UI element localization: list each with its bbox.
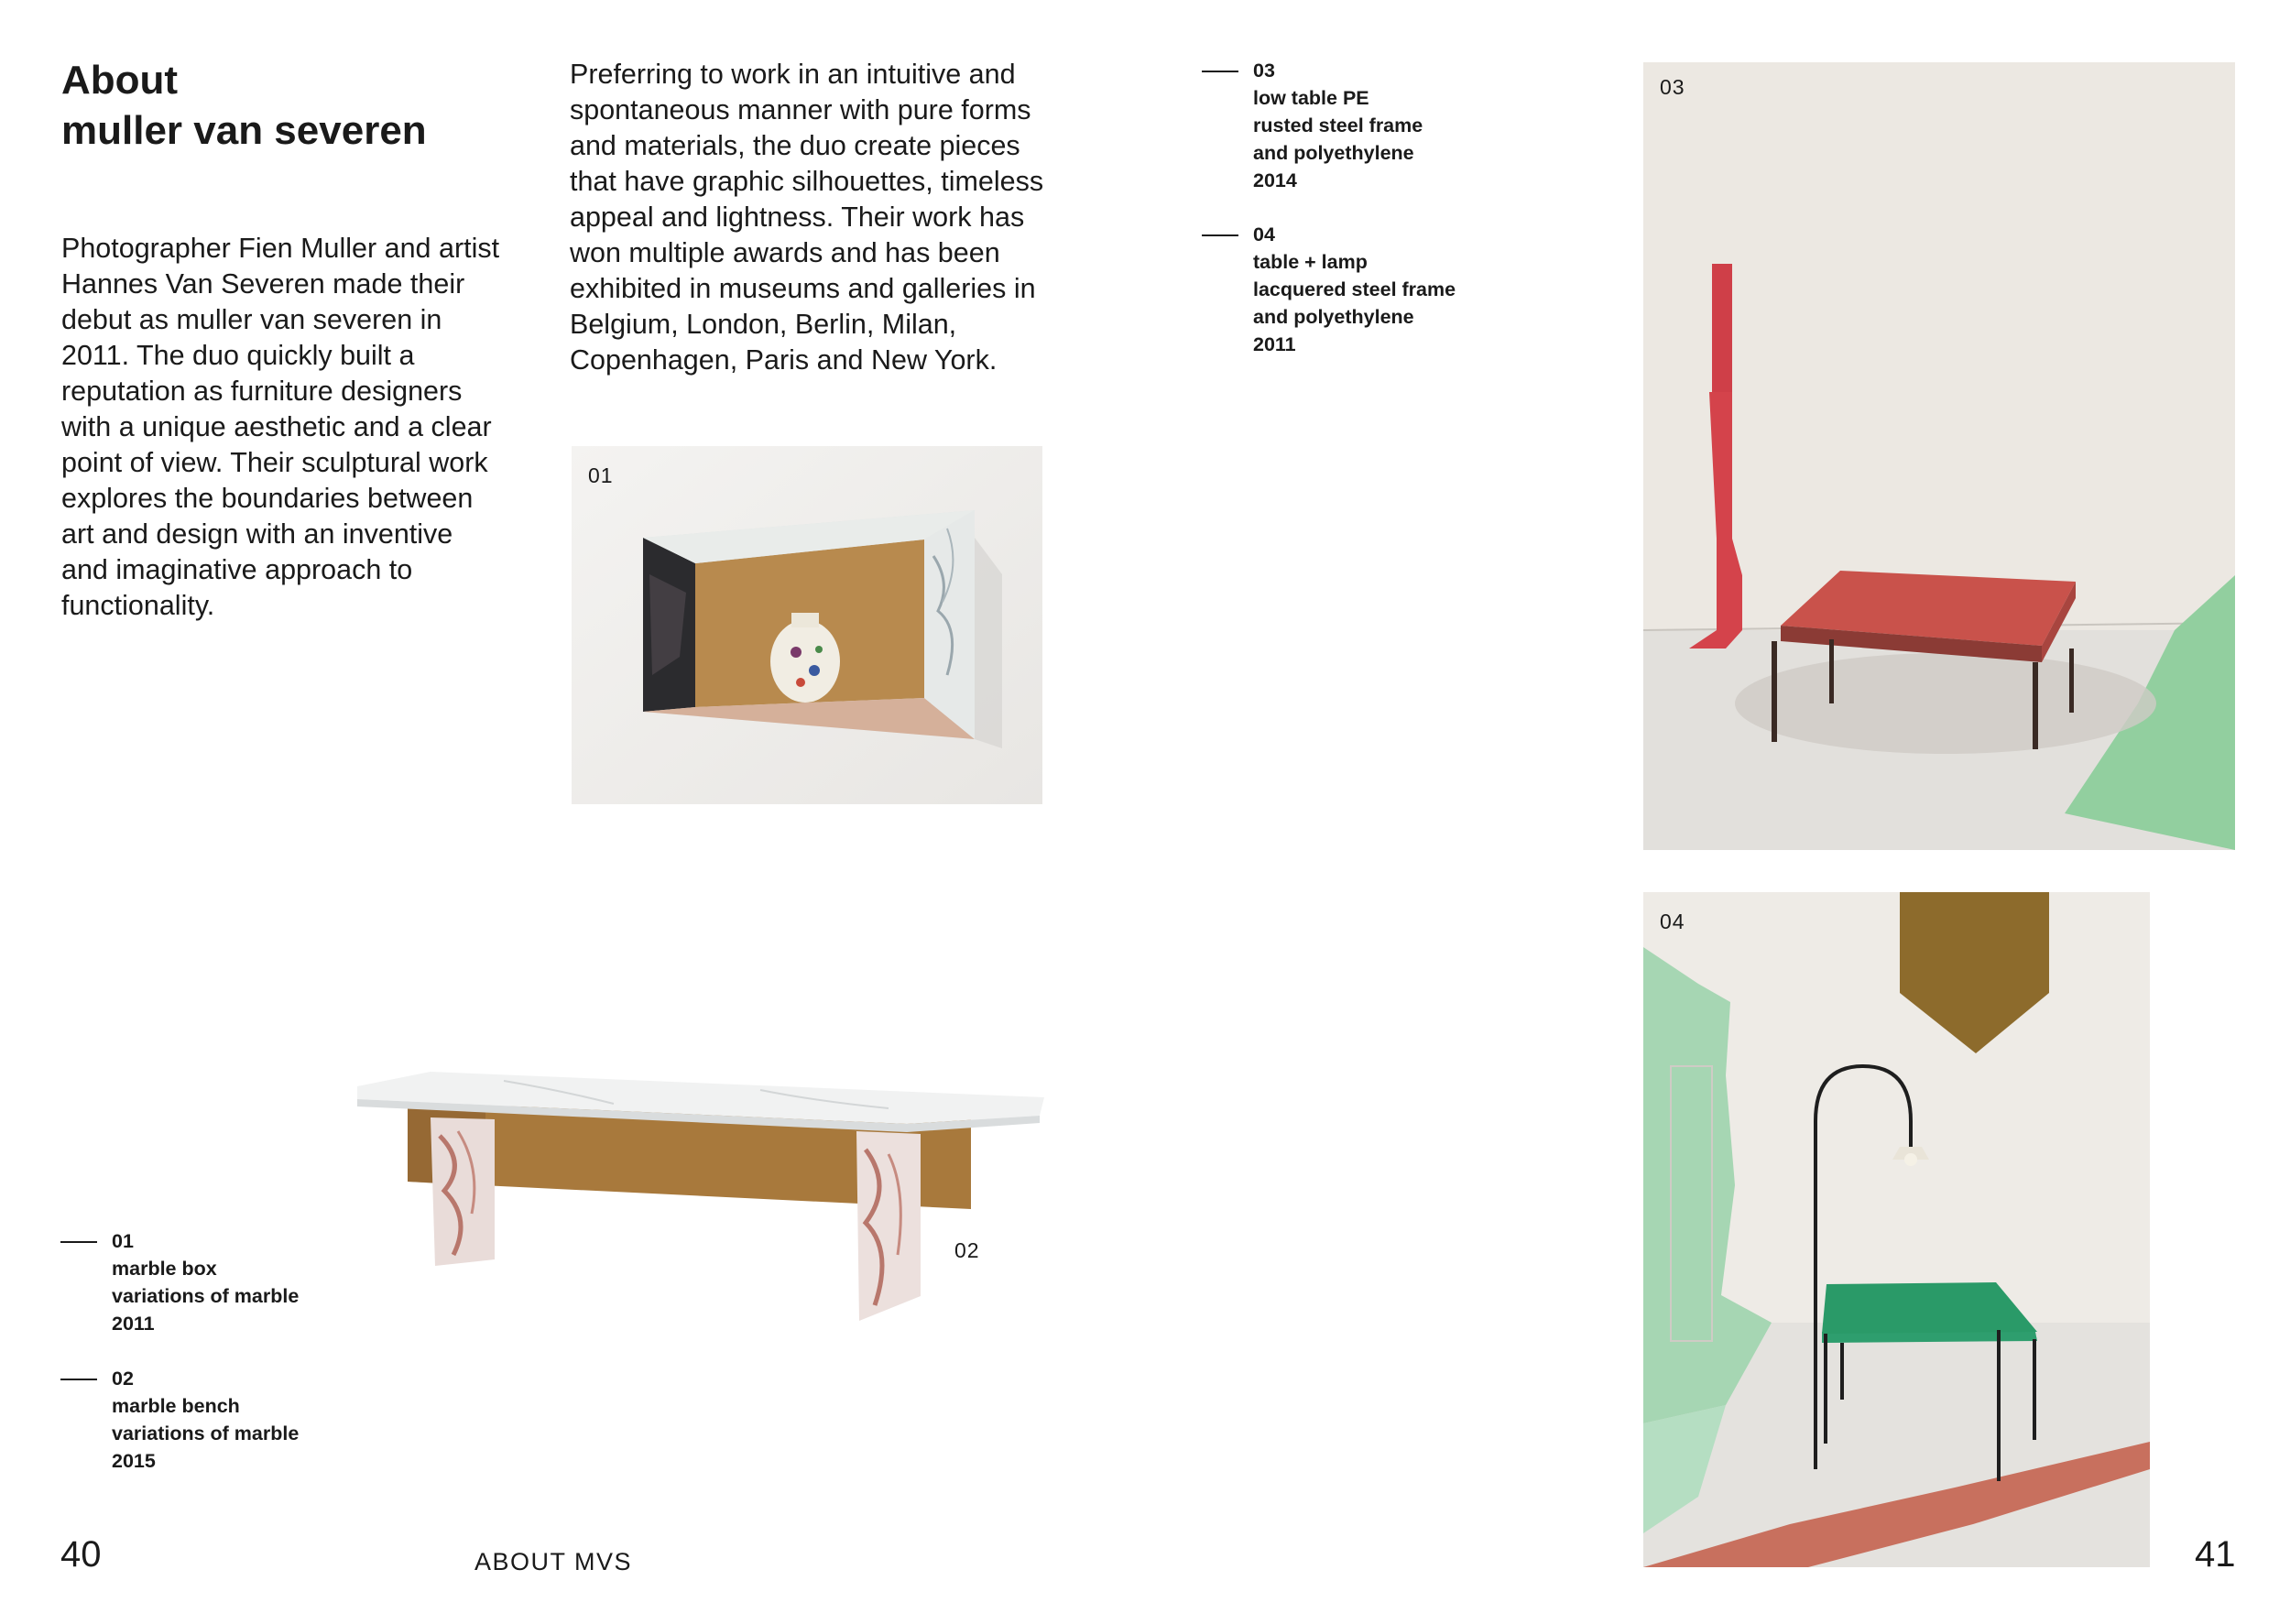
image-label-03: 03 xyxy=(1660,75,1685,99)
caption-number: 03 xyxy=(1253,60,1275,82)
marble-box-illustration xyxy=(572,446,1042,804)
article-title xyxy=(61,55,427,156)
page-number-right: 41 xyxy=(2195,1534,2236,1575)
caption-year: 2015 xyxy=(112,1450,156,1472)
caption-04 xyxy=(1253,221,1456,358)
caption-number: 04 xyxy=(1253,223,1275,245)
caption-rule xyxy=(1202,71,1238,72)
caption-year: 2011 xyxy=(112,1313,155,1335)
caption-year: 2014 xyxy=(1253,169,1297,191)
photo-marble-bench xyxy=(321,1063,1053,1337)
caption-title: table + lamp xyxy=(1253,251,1368,273)
running-title: ABOUT MVS xyxy=(474,1548,633,1575)
caption-rule xyxy=(60,1379,97,1380)
caption-number: 01 xyxy=(112,1230,134,1252)
caption-rule xyxy=(1202,234,1238,236)
table-lamp-illustration xyxy=(1643,892,2150,1567)
caption-year: 2011 xyxy=(1253,333,1296,355)
second-paragraph: Preferring to work in an intuitive and spontaneous manner with pure forms and materials, the duo create pieces that have graphic silhouettes, timeless appeal and lightness. Their work has won multiple awards and has been exhibited in museums and galleries in Belgium, London, Berlin, Milan, Copenhagen, Paris and New York. xyxy=(570,59,1044,376)
page-number-left: 40 xyxy=(60,1534,102,1575)
photo-table-lamp xyxy=(1643,892,2150,1567)
caption-material-line-2: and polyethylene xyxy=(1253,306,1414,328)
image-label-02: 02 xyxy=(954,1238,980,1262)
photo-low-table xyxy=(1643,62,2235,850)
caption-material-line-1: lacquered steel frame xyxy=(1253,278,1456,300)
caption-material-line-2: and polyethylene xyxy=(1253,142,1414,164)
caption-material: variations of marble xyxy=(112,1285,300,1307)
caption-02 xyxy=(112,1365,299,1475)
caption-material: variations of marble xyxy=(112,1422,300,1444)
caption-rule xyxy=(60,1241,97,1243)
intro-paragraph: Photographer Fien Muller and artist Hannes Van Severen made their debut as muller van severen in 2011. The duo quickly built a reputation as furniture designers with a unique aesthetic and a clear point of view. Their sculptural work explores the boundaries between art and design with an inventive and imaginative approach to functionality. xyxy=(61,233,500,621)
title-line-2: muller van severen xyxy=(61,108,427,153)
caption-title: marble box xyxy=(112,1258,217,1280)
low-table-illustration xyxy=(1643,62,2235,850)
caption-title: marble bench xyxy=(112,1395,240,1417)
caption-title: low table PE xyxy=(1253,87,1369,109)
image-label-04: 04 xyxy=(1660,910,1685,933)
caption-03 xyxy=(1253,57,1423,194)
photo-marble-box xyxy=(572,446,1042,804)
caption-number: 02 xyxy=(112,1368,134,1390)
marble-bench-illustration xyxy=(321,1063,1053,1337)
caption-material-line-1: rusted steel frame xyxy=(1253,114,1423,136)
caption-01 xyxy=(112,1227,299,1337)
title-line-1: About xyxy=(61,58,179,103)
image-label-01: 01 xyxy=(588,463,614,487)
